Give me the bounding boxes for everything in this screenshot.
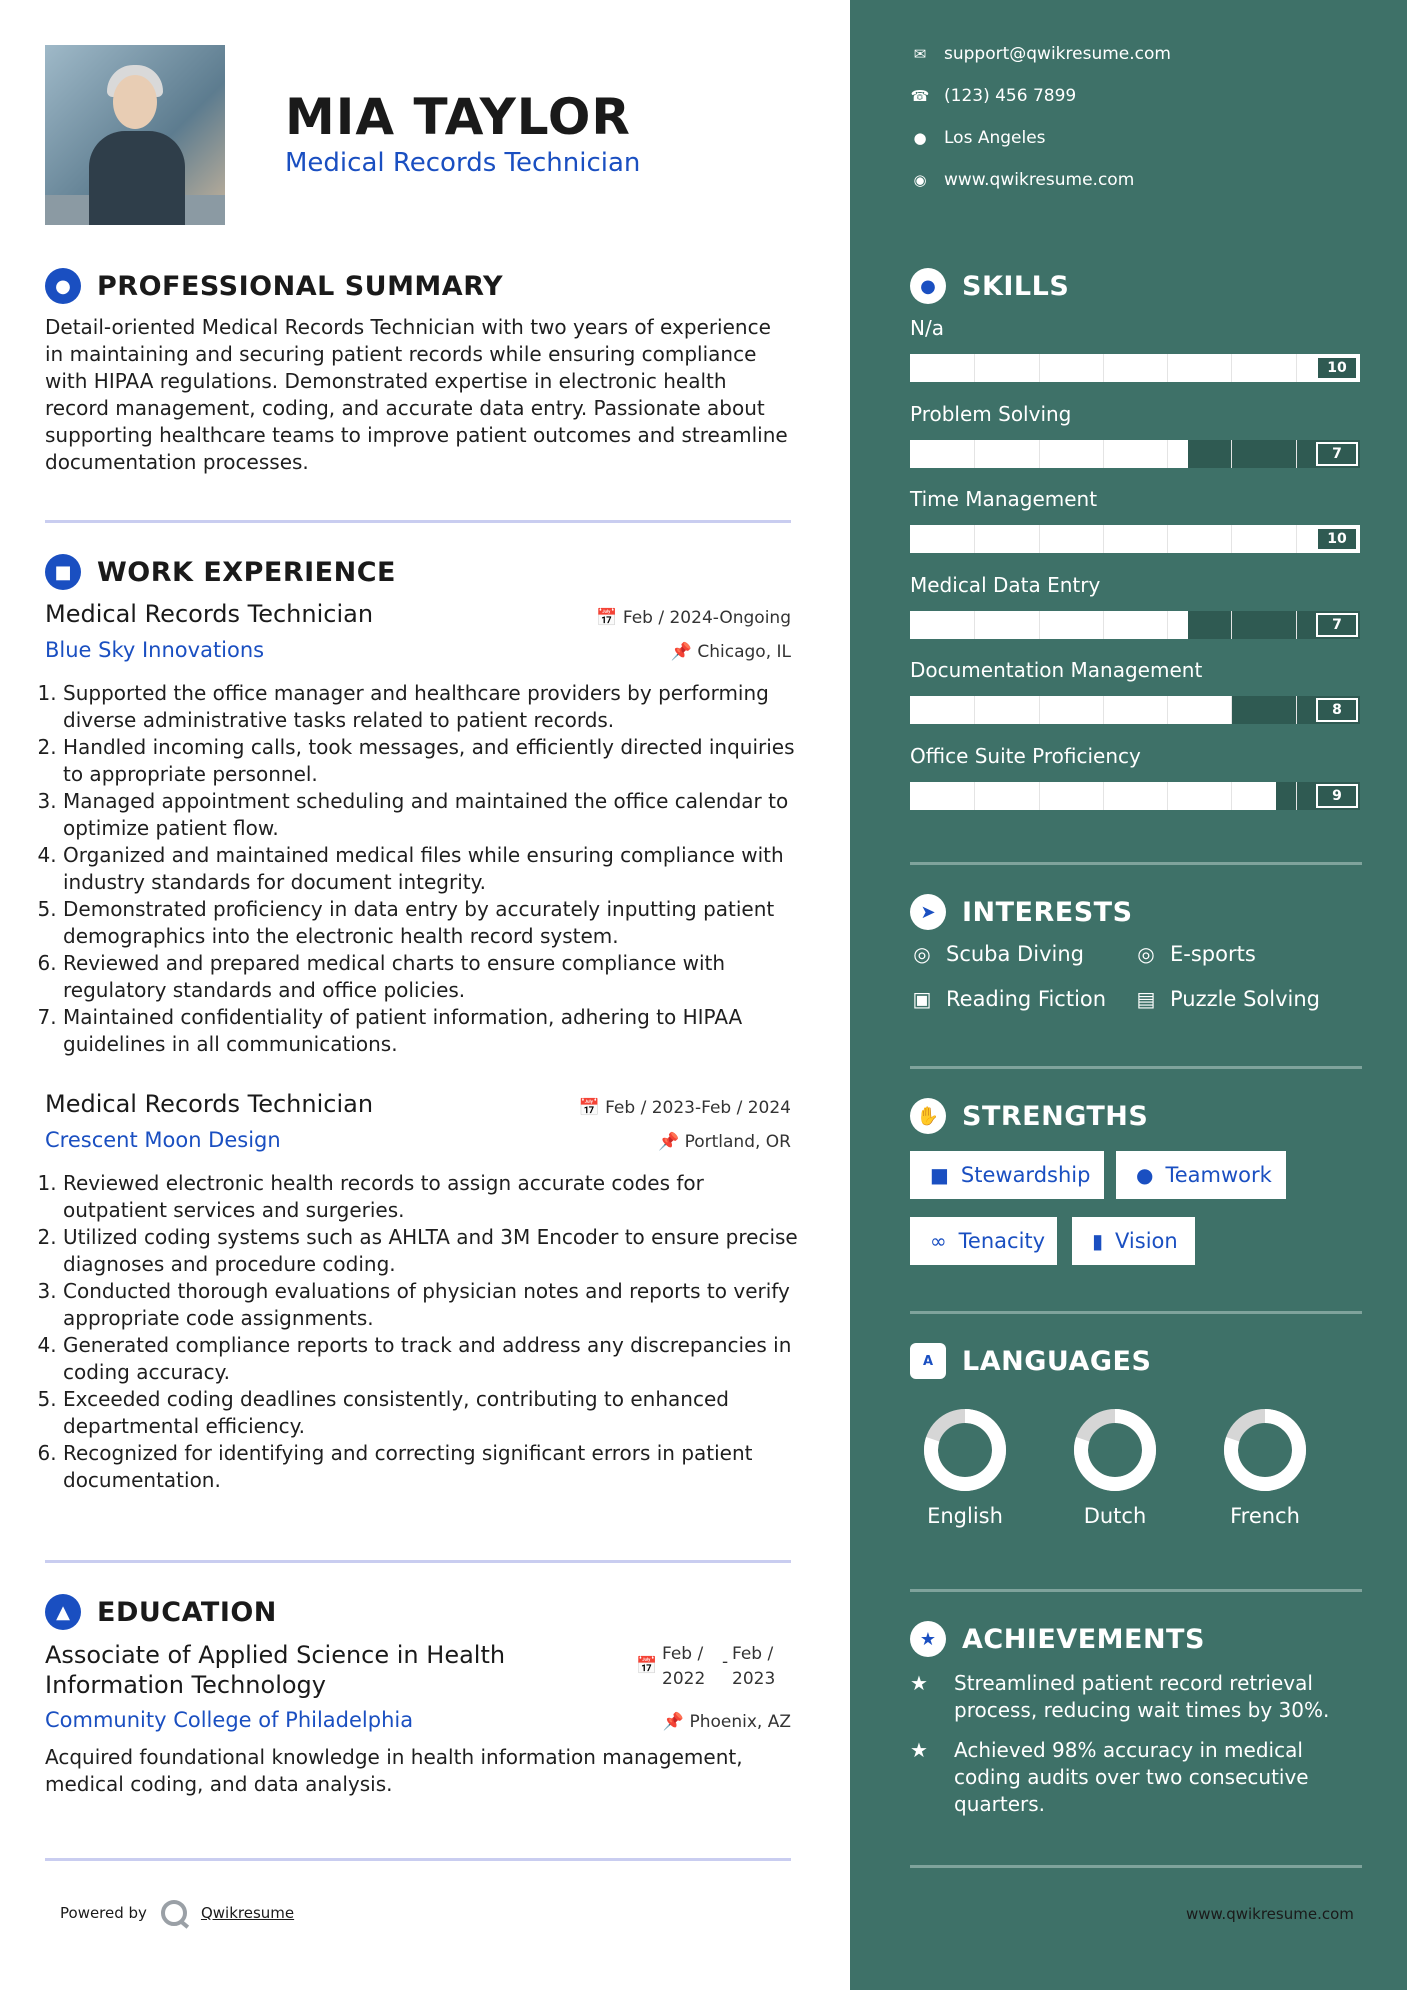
gamepad-icon: ▣ [912, 987, 932, 1011]
skill-bar-segment [974, 696, 975, 724]
calendar-icon: 📅 [596, 608, 623, 628]
contact-location: ● Los Angeles [910, 128, 1046, 148]
candidate-title: Medical Records Technician [285, 148, 641, 178]
skill-bar-segment [1103, 354, 1104, 382]
job-title: Medical Records Technician [45, 1090, 374, 1118]
skill-level-value: 7 [1316, 442, 1358, 466]
skill-level-fill [910, 611, 1188, 639]
experience-heading: ■ WORK EXPERIENCE [45, 552, 396, 592]
skill-bar-segment [1039, 354, 1040, 382]
job-bullets [45, 1170, 813, 1494]
contact-phone: ☎ (123) 456 7899 [910, 86, 1077, 106]
skill-level-bar [910, 440, 1360, 468]
list-item: 3. Managed appointment scheduling and maintained the office calendar to optimize patient flow. [63, 788, 813, 842]
skill-level-bar [910, 782, 1360, 810]
strength-badge: ▮ Vision [1072, 1217, 1195, 1265]
list-item: 7. Maintained confidentiality of patient information, adhering to HIPAA guidelines in all communications. [63, 1004, 813, 1058]
skill-bar-segment [1296, 611, 1297, 639]
translate-icon: A [910, 1343, 946, 1379]
interest-item: ◎ E-sports [1134, 942, 1256, 966]
language-item [1060, 1408, 1170, 1528]
skill-bar-segment [1231, 354, 1232, 382]
calendar-icon: 📅 [578, 1098, 606, 1118]
skill-bar-segment [1231, 696, 1232, 724]
calendar-icon: 📅 [636, 1656, 658, 1676]
skill-bar-segment [1231, 525, 1232, 553]
skill-bar-segment [1167, 696, 1168, 724]
job-bullets [45, 680, 813, 1058]
strengths-heading: ✋ STRENGTHS [910, 1098, 1148, 1134]
skill-bar-segment [1103, 782, 1104, 810]
list-item: 5. Exceeded coding deadlines consistently, contributing to enhanced departmental efficiency. [63, 1386, 813, 1440]
interest-item: ▣ Reading Fiction [910, 987, 1106, 1011]
pin-icon: 📌 [670, 642, 698, 662]
skill-label: Problem Solving [910, 402, 1072, 426]
contact-email[interactable]: ✉ support@qwikresume.com [910, 44, 1171, 64]
skill-bar-segment [1296, 440, 1297, 468]
skill-label: Time Management [910, 487, 1098, 511]
language-proficiency-ring [1223, 1408, 1307, 1492]
job-location: 📌 Chicago, IL [670, 642, 791, 662]
job-title: Medical Records Technician [45, 600, 374, 628]
globe-icon: ◉ [913, 171, 927, 189]
strength-badge: ∞ Tenacity [910, 1217, 1057, 1265]
star-icon: ★ [910, 1738, 928, 1762]
hand-icon: ✋ [910, 1098, 946, 1134]
user-icon: ● [45, 268, 81, 304]
language-name: French [1230, 1504, 1300, 1528]
skill-bar-segment [974, 611, 975, 639]
divider [910, 1066, 1362, 1069]
list-item: 1. Reviewed electronic health records to assign accurate codes for outpatient services and surgeries. [63, 1170, 813, 1224]
list-item: 3. Conducted thorough evaluations of physician notes and reports to verify appropriate code assignments. [63, 1278, 813, 1332]
interests-heading: ➤ INTERESTS [910, 894, 1133, 930]
skill-level-value: 7 [1316, 613, 1358, 637]
language-name: English [927, 1504, 1003, 1528]
footer-powered-by: Powered by Qwikresume [60, 1900, 294, 1926]
skill-level-fill [910, 782, 1276, 810]
job-dates: 📅 Feb / 2024-Ongoing [596, 608, 791, 628]
book-icon: ▤ [1136, 987, 1156, 1011]
skill-bar-segment [1167, 525, 1168, 553]
summary-text: Detail-oriented Medical Records Technician with two years of experience in maintaining and securing patient records while ensuring compliance with HIPAA regulations. Demonstrated expertise in electronic health record management, coding, and accurate data entry. Passionate about supporting healthcare teams to improve patient outcomes and streamline documentation processes. [45, 315, 788, 474]
skill-bar-segment [1103, 611, 1104, 639]
skill-level-value: 10 [1316, 527, 1358, 551]
languages-heading: A LANGUAGES [910, 1343, 1151, 1379]
skill-level-fill [910, 440, 1188, 468]
skill-bar-segment [1039, 782, 1040, 810]
skill-bar-segment [974, 525, 975, 553]
envelope-icon: ✉ [913, 45, 927, 63]
skill-bar-segment [974, 354, 975, 382]
profile-photo [45, 45, 225, 225]
job-location: 📌 Portland, OR [658, 1132, 791, 1152]
skill-bar-segment [1103, 440, 1104, 468]
skill-label: Office Suite Proficiency [910, 744, 1141, 768]
phone-icon: ☎ [910, 87, 930, 105]
skill-label: Documentation Management [910, 658, 1203, 682]
briefcase-icon: ■ [45, 554, 81, 590]
skill-level-bar [910, 354, 1360, 382]
language-item [1210, 1408, 1320, 1528]
map-marker-icon: ● [913, 129, 927, 147]
skill-level-fill [910, 696, 1232, 724]
skill-bar-segment [1167, 782, 1168, 810]
skill-label: N/a [910, 316, 944, 340]
pin-icon: 📌 [662, 1712, 690, 1732]
skill-level-bar [910, 696, 1360, 724]
list-item: 6. Recognized for identifying and correcting significant errors in patient documentation. [63, 1440, 813, 1494]
pin-icon: 📌 [658, 1132, 685, 1152]
life-ring-icon: ◎ [1137, 942, 1155, 966]
skill-bar-segment [1231, 440, 1232, 468]
users-icon: ● [1136, 1163, 1154, 1187]
skill-bar-segment [1296, 525, 1297, 553]
divider [910, 862, 1362, 865]
contact-website[interactable]: ◉ www.qwikresume.com [910, 170, 1134, 190]
main-column: MIA TAYLOR Medical Records Technician ● PROFESSIONAL SUMMARY Detail-oriented Medical Records Technician with two years of experience in maintaining and securing patient records while ensuring compliance with HIPAA regulations. Demonstrated expertise in electronic health record management, coding, and accurate data entry. Passionate about supporting healthcare teams to improve patient outcomes and streamline documentation processes. ■ WORK EXPERIENCE Medical Records Technician 📅 Feb / 2024-Ongoing Blue Sky Innovations 📌 Chicago, IL 1. Supported the office manager and healthcare providers by performing diverse administrative tasks related to patient records. 2. Handled incoming calls, took messages, and efficiently directed inquiries to appropriate personnel. 3. Managed appointment scheduling and maintained the office calendar to optimize patient flow. 4. Organized and maintained medical files while ensuring compliance with industry standards for document integrity. 5. Demonstrated proficiency in data entry by accurately inputting patient demographics into the electronic health record system. 6. Reviewed and prepared medical charts to ensure compliance with regulatory standards and office policies. 7. Maintained confidentiality of patient information, adhering to HIPAA guidelines in all communications. Medical Records Technician 📅 Feb / 2023-Feb / 2024 Crescent Moon Design 📌 Portland, OR 1. Reviewed electronic health records to assign accurate codes for outpatient services and surgeries. 2. Utilized coding systems such as AHLTA and 3M Encoder to ensure precise diagnoses and procedure coding. 3. Conducted thorough evaluations of physician notes and reports to verify appropriate code assignments. 4. Generated compliance reports to track and address any discrepancies in coding accuracy. 5. Exceeded coding deadlines consistently, contributing to enhanced departmental efficiency. 6. Recognized for identifying and correcting significant errors in patient documentation. ▲ EDUCATION Associate of Applied Science in Health Information Technology 📅 Feb / 2022 - Feb / 2023 Community College of Philadelphia 📌 Phoenix, AZ Acquired foundational knowledge in health information management, medical coding, and data analysis. Powered by Qwikresume [0, 0, 850, 1990]
list-item: 2. Utilized coding systems such as AHLTA and 3M Encoder to ensure precise diagnoses and procedure coding. [63, 1224, 813, 1278]
interest-item: ◎ Scuba Diving [910, 942, 1084, 966]
strength-badge: ■ Stewardship [910, 1151, 1104, 1199]
graduation-cap-icon: ▲ [45, 1594, 81, 1630]
language-name: Dutch [1083, 1504, 1147, 1528]
skill-bar-segment [1039, 696, 1040, 724]
summary-heading: ● PROFESSIONAL SUMMARY [45, 266, 503, 306]
skill-bar-segment [1103, 525, 1104, 553]
footer-website[interactable]: www.qwikresume.com [1186, 1905, 1354, 1923]
interest-item: ▤ Puzzle Solving [1134, 987, 1320, 1011]
list-item: 6. Reviewed and prepared medical charts to ensure compliance with regulatory standards and office policies. [63, 950, 813, 1004]
skill-bar-segment [1167, 354, 1168, 382]
achievement-item: ★ Achieved 98% accuracy in medical coding audits over two consecutive quarters. [910, 1738, 1309, 1816]
star-badge-icon: ★ [910, 1621, 946, 1657]
skill-bar-segment [1296, 782, 1297, 810]
skill-level-fill [910, 525, 1360, 553]
binoculars-icon: ▮ [1092, 1229, 1104, 1253]
qwikresume-logo-icon [161, 1900, 187, 1926]
language-proficiency-ring [923, 1408, 1007, 1492]
skill-label: Medical Data Entry [910, 573, 1101, 597]
skills-heading: ● SKILLS [910, 268, 1069, 304]
list-item: 2. Handled incoming calls, took messages, and efficiently directed inquiries to appropriate personnel. [63, 734, 813, 788]
skill-bar-segment [1039, 440, 1040, 468]
link-icon: ∞ [930, 1229, 947, 1253]
skill-bar-segment [1296, 696, 1297, 724]
divider [910, 1865, 1362, 1868]
list-item: 5. Demonstrated proficiency in data entry by accurately inputting patient demographics into the electronic health record system. [63, 896, 813, 950]
language-item [910, 1408, 1020, 1528]
school-name: Community College of Philadelphia [45, 1708, 414, 1732]
briefcase-icon: ■ [930, 1163, 949, 1187]
list-item: 4. Generated compliance reports to track and address any discrepancies in coding accuracy. [63, 1332, 813, 1386]
education-heading: ▲ EDUCATION [45, 1592, 277, 1632]
divider [45, 520, 791, 523]
skill-bar-segment [1039, 611, 1040, 639]
skill-level-bar [910, 525, 1360, 553]
job-dates: 📅 Feb / 2023-Feb / 2024 [578, 1098, 791, 1118]
skill-bar-segment [974, 440, 975, 468]
skill-bar-segment [1103, 696, 1104, 724]
company-name: Blue Sky Innovations [45, 638, 265, 662]
education-description: Acquired foundational knowledge in health information management, medical coding, and data analysis. [45, 1745, 743, 1796]
achievements-heading: ★ ACHIEVEMENTS [910, 1621, 1205, 1657]
divider [45, 1858, 791, 1861]
skill-level-bar [910, 611, 1360, 639]
skill-level-value: 8 [1316, 698, 1358, 722]
list-item: 4. Organized and maintained medical files while ensuring compliance with industry standards for document integrity. [63, 842, 813, 896]
degree-title: Associate of Applied Science in Health Information Technology [45, 1641, 506, 1699]
skill-bar-segment [1231, 782, 1232, 810]
skill-bar-segment [1167, 440, 1168, 468]
divider [910, 1589, 1362, 1592]
life-ring-icon: ◎ [913, 942, 931, 966]
list-item: 1. Supported the office manager and healthcare providers by performing diverse administrative tasks related to patient records. [63, 680, 813, 734]
skill-bar-segment [1296, 354, 1297, 382]
divider [45, 1560, 791, 1563]
strength-badge: ● Teamwork [1116, 1151, 1286, 1199]
skill-level-value: 9 [1316, 784, 1358, 808]
skill-bar-segment [1167, 611, 1168, 639]
skill-bar-segment [974, 782, 975, 810]
skill-level-fill [910, 354, 1360, 382]
education-location: 📌 Phoenix, AZ [662, 1712, 791, 1732]
company-name: Crescent Moon Design [45, 1128, 281, 1152]
divider [910, 1311, 1362, 1314]
skill-level-value: 10 [1316, 356, 1358, 380]
sidebar [850, 0, 1407, 1990]
skill-bar-segment [1039, 525, 1040, 553]
skill-bar-segment [1231, 611, 1232, 639]
candidate-name: MIA TAYLOR [285, 88, 631, 146]
lightbulb-icon: ● [910, 268, 946, 304]
achievement-item: ★ Streamlined patient record retrieval process, reducing wait times by 30%. [910, 1671, 1330, 1722]
star-icon: ★ [910, 1671, 928, 1695]
qwikresume-link[interactable]: Qwikresume [200, 1904, 295, 1922]
language-proficiency-ring [1073, 1408, 1157, 1492]
paper-plane-icon: ➤ [910, 894, 946, 930]
